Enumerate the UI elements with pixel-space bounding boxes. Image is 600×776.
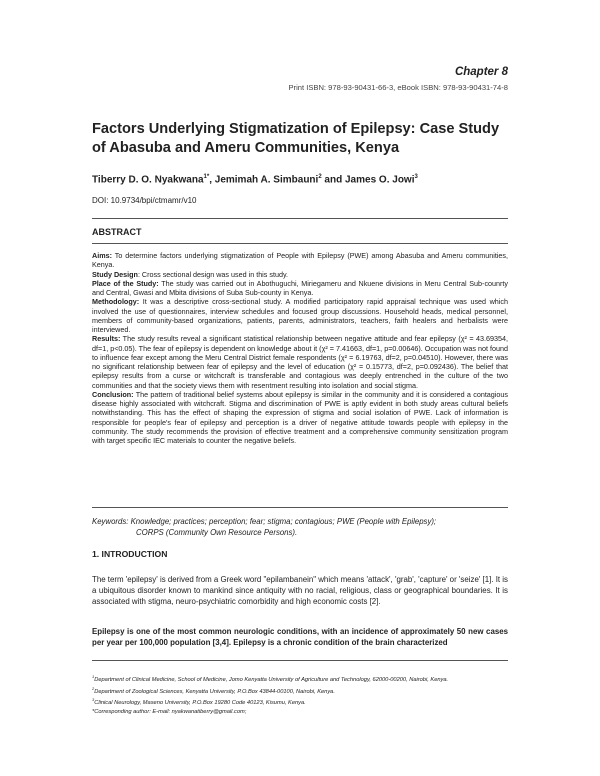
footnote-marker: 3 [92,697,95,703]
author-affiliation-marker: 3 [414,174,418,180]
author-affiliation-marker: 1* [203,174,210,180]
methodology-text: It was a descriptive cross-sectional study. A modified participatory rapid appraisal technique was used which involved the use of questionnaires, interview schedules and focused group discussions. Household heads, medical personnel, members of community-based organizations, patients, parents, administrators, teachers, faith healers and herbalists were interviewed. [92,297,508,334]
intro-paragraph: The term 'epilepsy' is derived from a Greek word "epilambanein" which means 'attack', 'grab', 'capture' or 'seize' [1]. It is a ubiquitous disorder known to mankind since antiquity with no racial, religious, class or geographical boundaries. It is associated with stigma, neuro-psychiatric comorbidity and high economic costs [2]. [92,575,508,606]
doi-link[interactable]: DOI: 10.9734/bpi/ctmamr/v10 [92,196,197,205]
keywords-block [92,517,508,538]
intro-paragraph: Epilepsy is one of the most common neurologic conditions, with an incidence of approximately 50 new cases per year per 100,000 population [3,4]. Epilepsy is a chronic condition of the brain characterized [92,627,508,647]
footnote-divider [92,660,508,661]
results-label: Results: [92,334,121,344]
article-title: Factors Underlying Stigmatization of Epilepsy: Case Study of Abasuba and Ameru Communities, Kenya [92,121,500,156]
abstract-methodology [92,297,508,334]
author-list [92,174,418,185]
author-name: James O. Jowi [345,174,415,186]
footnote-text: Department of Clinical Medicine, School of Medicine, Jomo Kenyatta University of Agriculture and Technology, 62000-00200, Nairobi, Kenya. [94,676,449,683]
footnote [92,673,508,685]
divider [92,218,508,219]
design-label: Study Design [92,269,138,279]
author-name: Jemimah A. Simbauni [214,174,319,186]
methodology-label: Methodology: [92,297,140,307]
aims-text: To determine factors underlying stigmatization of People with Epilepsy (PWE) among Abasuba and Ameru communities, Kenya. [92,251,508,270]
results-text: The study results reveal a significant statistical relationship between negative attitude and fear epilepsy (χ² = 43.69354, df=1, p<0.05). The fear of epilepsy is dependent on knowledge about it (χ² = 7.41663, df=1, p=0.00646). Occupation was not found to influence fear except among the Meru Central District female respondents (χ² = 6.19763, df=2, p=0.04510). However, there was no significant relationship between fear of epilepsy and the level of education (χ² = 0.15773, df=2, p=0.092436). The belief that epilepsy results from a curse or witchcraft is transferable and contagious was deeply entrenched in the culture of the two communities and that the society views them with resentment resulting into isolation and social stigma. [92,334,508,390]
abstract-aims [92,251,508,270]
abstract-heading: ABSTRACT [92,227,142,237]
author-name: Tiberry D. O. Nyakwana [92,174,204,186]
footnote-text: Clinical Neurology, Maseno University, P.O.Box 19280 Code 40123, Kisumu, Kenya. [94,700,306,707]
footnote-marker: 2 [92,685,95,691]
author-separator: and [321,174,345,186]
divider [92,243,508,244]
conclusion-text: The pattern of traditional belief systems about epilepsy is similar in the community and it is considered a contagious disease highly associated with witchcraft. Stigma and discrimination of PWE is aptly evident in both study areas cultural beliefs notwithstanding. This has the effect of shaping the expression of stigma and social isolation of PWE. Lack of information is responsible for people's fear of epilepsy and perception is a driver of negative attitude towards people with epilepsy in the community. The study recommends the provision of effective treatment and a comprehensive community sensitization program with target specific IEC materials to counter the negative beliefs. [92,389,508,445]
abstract-place [92,279,508,298]
footnote-text: Department of Zoological Sciences, Kenyatta University, P.O.Box 43844-00100, Nairobi, Kenya. [94,688,335,695]
divider [92,507,508,508]
aims-label: Aims: [92,251,112,260]
place-text: The study was carried out in Abothuguchi, Miriegameru and Nkuene divisions in Meru Central Sub-counrty and Central, Gwasi and Mbita divisions of Suba Sub-county in Kenya. [92,278,509,297]
keywords-line-1: Knowledge; practices; perception; fear; stigma; contagious; PWE (People with Epilepsy); [128,517,437,526]
footnotes [92,673,508,716]
abstract-conclusion [92,390,508,446]
footnote [92,696,508,708]
chapter-label: Chapter 8 [454,66,508,78]
author-affiliation-marker: 2 [318,174,322,180]
design-text: : Cross sectional design was used in this study. [137,269,289,279]
keywords-label: Keywords: [92,517,129,526]
footnote-marker: 1 [92,674,95,679]
place-label: Place of the Study: [92,278,159,288]
isbn-line: Print ISBN: 978-93-90431-66-3, eBook ISBN: 978-93-90431-74-8 [288,83,508,92]
section-heading: 1. INTRODUCTION [92,549,168,559]
footnote [92,685,508,697]
abstract-design [92,270,508,279]
abstract-body [92,251,508,445]
footnote [92,708,508,717]
corresponding-author-email[interactable]: *Corresponding author: E-mail: nyakwanatiberry@gmail.com; [92,708,247,715]
conclusion-label: Conclusion: [92,389,134,399]
author-separator: , [209,174,215,186]
keywords-line-2: CORPS (Community Own Resource Persons). [136,527,298,537]
abstract-results [92,334,508,390]
